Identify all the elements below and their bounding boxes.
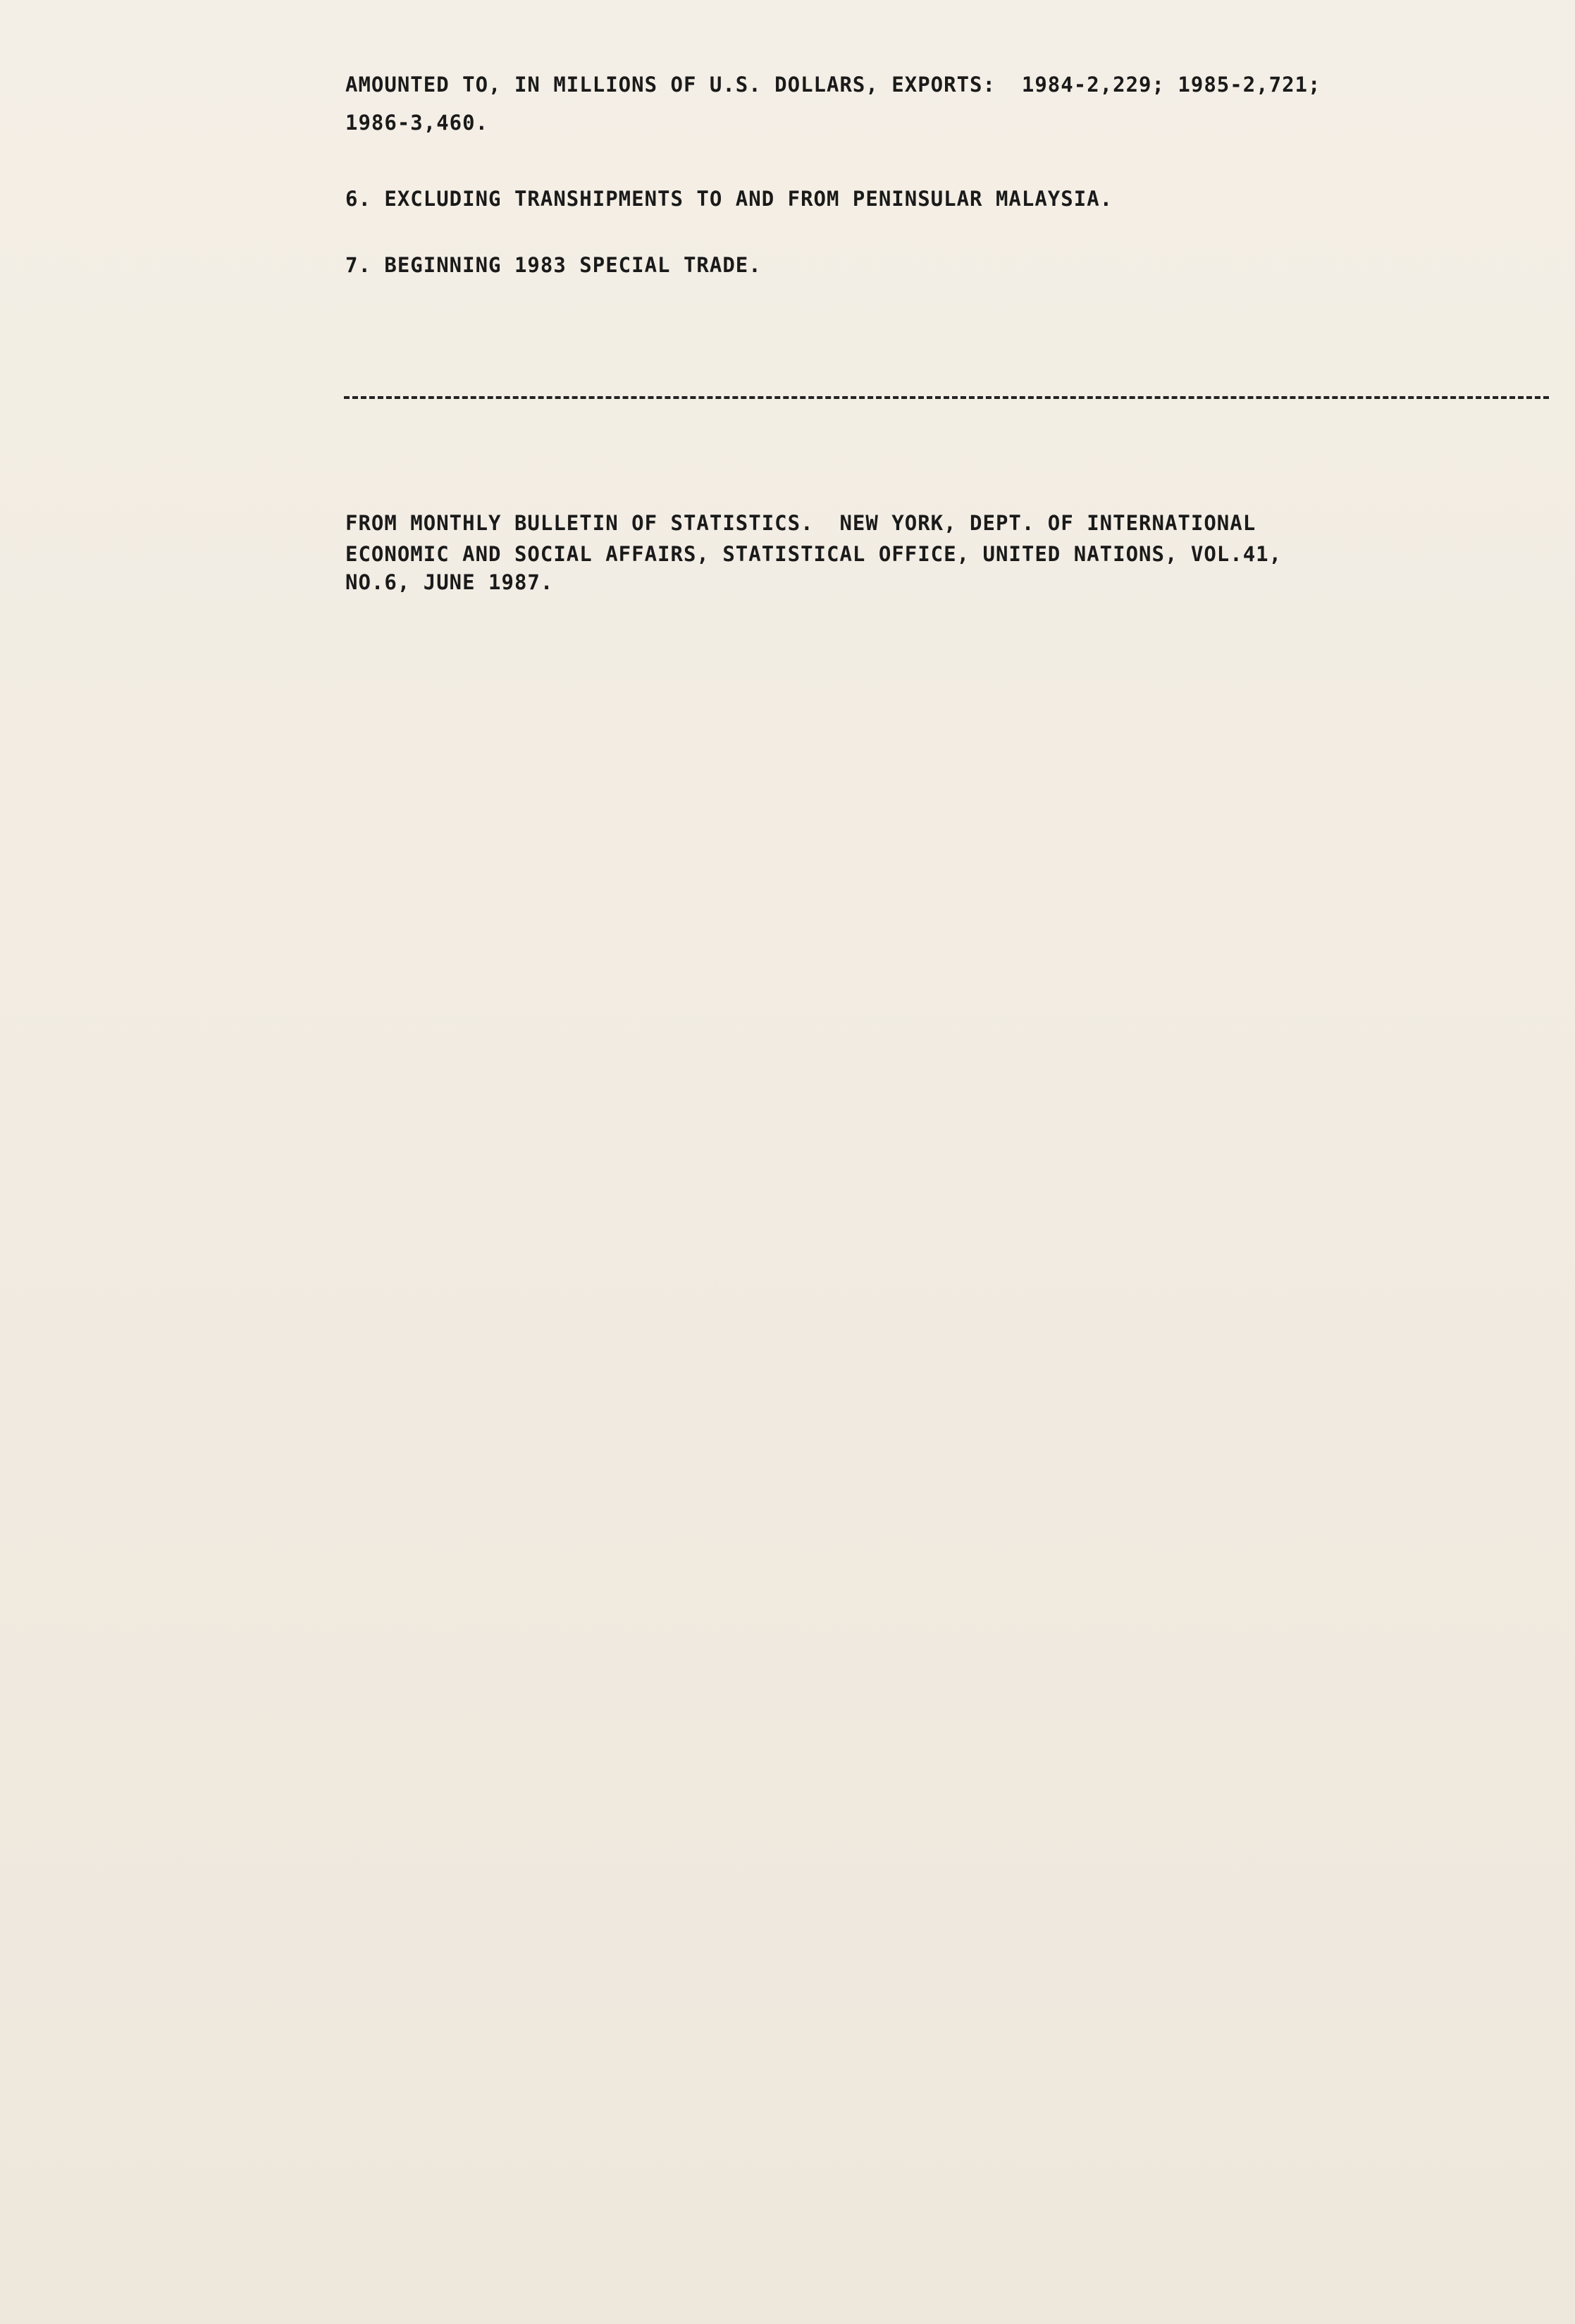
source-line-3: NO.6, JUNE 1987.	[345, 570, 554, 594]
footnote-6: 6. EXCLUDING TRANSHIPMENTS TO AND FROM PENINSULAR MALAYSIA.	[345, 187, 1113, 211]
footnote-5-continuation-line-1: AMOUNTED TO, IN MILLIONS OF U.S. DOLLARS, EXPORTS: 1984-2,229; 1985-2,721;	[345, 73, 1321, 97]
footnote-5-continuation-line-2: 1986-3,460.	[345, 111, 489, 135]
source-line-2: ECONOMIC AND SOCIAL AFFAIRS, STATISTICAL OFFICE, UNITED NATIONS, VOL.41,	[345, 542, 1283, 566]
footnote-7: 7. BEGINNING 1983 SPECIAL TRADE.	[345, 253, 762, 277]
dashed-divider	[344, 396, 1549, 399]
source-line-1: FROM MONTHLY BULLETIN OF STATISTICS. NEW YORK, DEPT. OF INTERNATIONAL	[345, 511, 1256, 535]
